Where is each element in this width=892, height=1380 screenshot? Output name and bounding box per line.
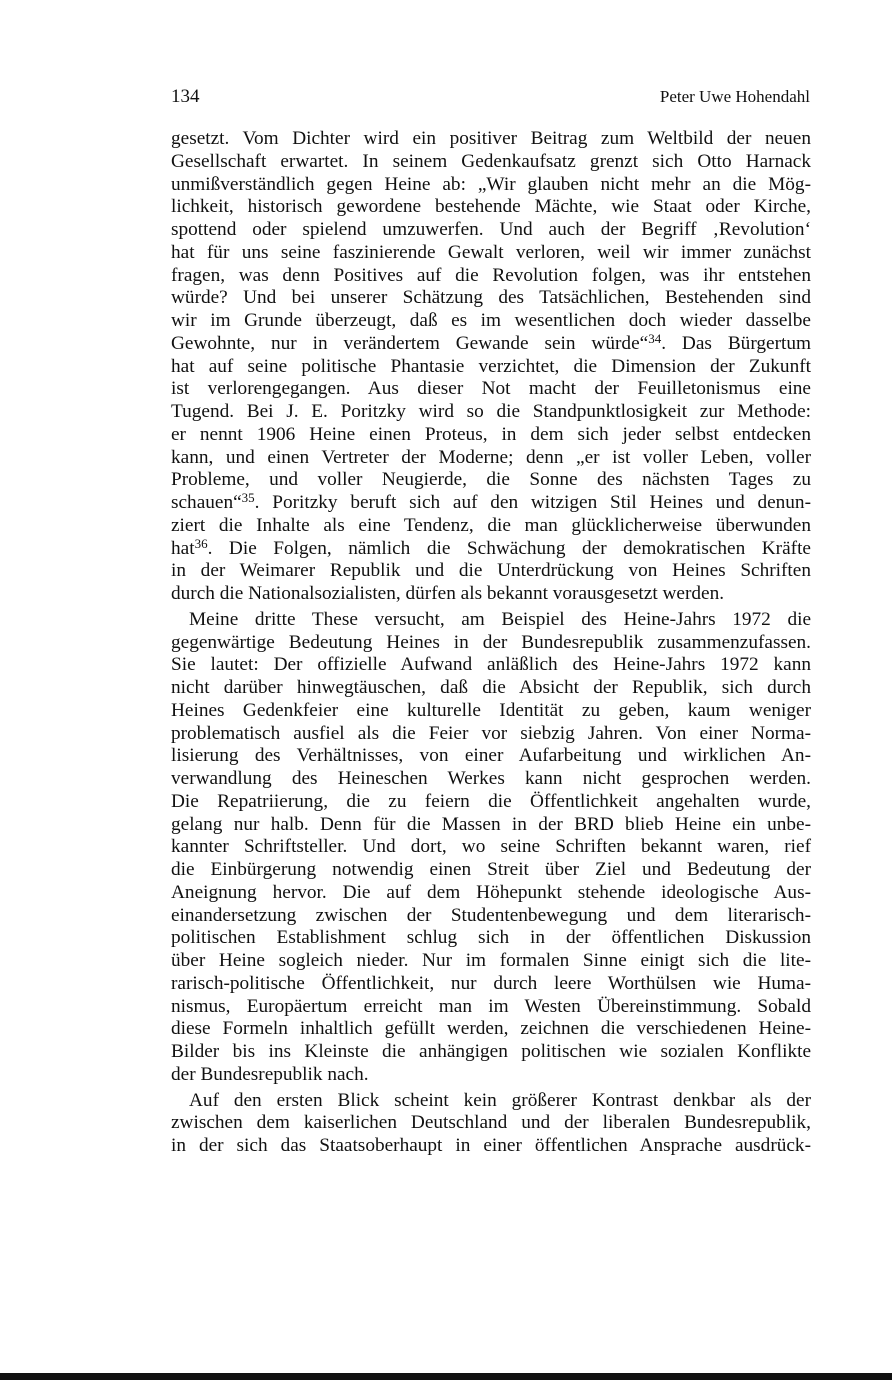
text-line: rarisch-politische Öffentlichkeit, nur durch leere Worthülsen wie Huma- (171, 972, 811, 994)
text-line (171, 492, 811, 515)
text-line: gesetzt. Vom Dichter wird ein positiver Beitrag zum Weltbild der neuen (171, 128, 811, 149)
text-line: hat für uns seine faszinierende Gewalt verloren, weil wir immer zunächst (171, 241, 811, 263)
text-line (171, 535, 811, 561)
text-line: Meine dritte These versucht, am Beispiel des Heine-Jahrs 1972 die (189, 608, 811, 630)
paragraph-1 (171, 128, 811, 606)
text-line: politischen Establishment schlug sich in der öffentlichen Diskussion (171, 927, 811, 949)
text-line: problematisch ausfiel als die Feier vor siebzig Jahren. Von einer Norma- (171, 722, 811, 744)
line-text: hat (171, 537, 195, 559)
line-text: schauen“ (171, 492, 242, 513)
text-line: hat auf seine politische Phantasie verzichtet, die Dimension der Zukunft (171, 355, 811, 377)
text-line: kann, und einen Vertreter der Moderne; denn „er ist voller Leben, voller (171, 446, 811, 468)
footnote-marker: 35 (241, 490, 255, 505)
text-line: unmißverständlich gegen Heine ab: „Wir glauben nicht mehr an die Mög- (171, 173, 811, 195)
text-line: diese Formeln inhaltlich gefüllt werden, zeichnen die verschiedenen Heine- (171, 1018, 811, 1040)
text-line: Auf den ersten Blick scheint kein größerer Kontrast denkbar als der (189, 1089, 811, 1111)
text-line: nicht darüber hinwegtäuschen, daß die Absicht der Republik, sich durch (171, 677, 811, 698)
text-line (171, 330, 812, 356)
line-text: . Poritzky beruft sich auf den witzigen Stil Heines und denun- (254, 492, 811, 513)
text-line: Bilder bis ins Kleinste die anhängigen politischen wie sozialen Konflikte (171, 1041, 811, 1062)
text-line: fragen, was denn Positives auf die Revolution folgen, was ihr entstehen (171, 264, 811, 286)
text-line: der Bundesrepublik nach. (171, 1063, 369, 1085)
text-line: Aneignung hervor. Die auf dem Höhepunkt stehende ideologische Aus- (171, 881, 811, 903)
text-line: über Heine sogleich nieder. Nur im formalen Sinne einigt sich die lite- (171, 950, 811, 971)
text-line: einandersetzung zwischen der Studentenbewegung und dem literarisch- (171, 904, 811, 926)
line-text: . Die Folgen, nämlich die Schwächung der demokratischen Kräfte (207, 537, 811, 559)
text-line: kannter Schriftsteller. Und dort, wo seine Schriften bekannt waren, rief (171, 836, 811, 858)
page-number: 134 (171, 86, 200, 107)
text-line: wir im Grunde überzeugt, daß es im wesentlichen doch wieder dasselbe (171, 310, 811, 331)
text-line: zwischen dem kaiserlichen Deutschland und der liberalen Bundesrepublik, (171, 1112, 811, 1134)
text-line: in der sich das Staatsoberhaupt in einer öffentlichen Ansprache ausdrück- (171, 1135, 811, 1156)
text-line: würde? Und bei unserer Schätzung des Tatsächlichen, Bestehenden sind (171, 287, 811, 309)
line-text: Gewohnte, nur in verändertem Gewande sein würde“ (171, 332, 649, 354)
page-header (171, 84, 810, 110)
text-line: die Einbürgerung notwendig einen Streit über Ziel und Bedeutung der (171, 859, 811, 880)
text-line: Die Repatriierung, die zu feiern die Öffentlichkeit angehalten wurde, (171, 790, 811, 812)
text-line: lichkeit, historisch gewordene bestehende Mächte, wie Staat oder Kirche, (171, 196, 811, 218)
text-line: verwandlung des Heineschen Werkes kann nicht gesprochen werden. (171, 768, 811, 789)
text-line: gelang nur halb. Denn für die Massen in der BRD blieb Heine ein unbe- (171, 813, 811, 835)
text-line: nismus, Europäertum erreicht man im Westen Übereinstimmung. Sobald (171, 995, 811, 1017)
footnote-marker: 34 (648, 330, 662, 346)
text-line: Sie lautet: Der offizielle Aufwand anläßlich des Heine-Jahrs 1972 kann (171, 654, 811, 676)
paragraph-3 (171, 1090, 811, 1158)
paragraph-2 (171, 609, 811, 1087)
text-line: ist verlorengegangen. Aus dieser Not macht der Feuilletonismus eine (171, 378, 811, 400)
text-line: in der Weimarer Republik und die Unterdrückung von Heines Schriften (171, 560, 811, 582)
running-header-author: Peter Uwe Hohendahl (659, 87, 810, 106)
line-text: . Das Bürgertum (661, 332, 812, 354)
text-line: Tugend. Bei J. E. Poritzky wird so die Standpunktlosigkeit zur Methode: (171, 401, 811, 422)
text-line: lisierung des Verhältnisses, von einer Aufarbeitung und wirklichen An- (171, 745, 811, 767)
text-line: Heines Gedenkfeier eine kulturelle Identität zu geben, kaum weniger (171, 699, 811, 721)
text-line: Gesellschaft erwartet. In seinem Gedenkaufsatz grenzt sich Otto Harnack (171, 150, 811, 172)
footnote-marker: 36 (194, 535, 208, 551)
text-line: durch die Nationalsozialisten, dürfen als bekannt vorausgesetzt werden. (171, 583, 725, 604)
text-line: er nennt 1906 Heine einen Proteus, in dem sich jeder selbst entdecken (171, 423, 811, 445)
text-line: spottend oder spielend umzuwerfen. Und auch der Begriff ‚Revolution‘ (171, 219, 811, 240)
scan-edge-rule (0, 1373, 892, 1380)
body-text (171, 128, 811, 1158)
text-line: ziert die Inhalte als eine Tendenz, die man glücklicherweise überwunden (171, 514, 811, 536)
text-line: gegenwärtige Bedeutung Heines in der Bundesrepublik zusammenzufassen. (171, 631, 811, 653)
text-line: Probleme, und voller Neugierde, die Sonne des nächsten Tages zu (171, 469, 811, 491)
